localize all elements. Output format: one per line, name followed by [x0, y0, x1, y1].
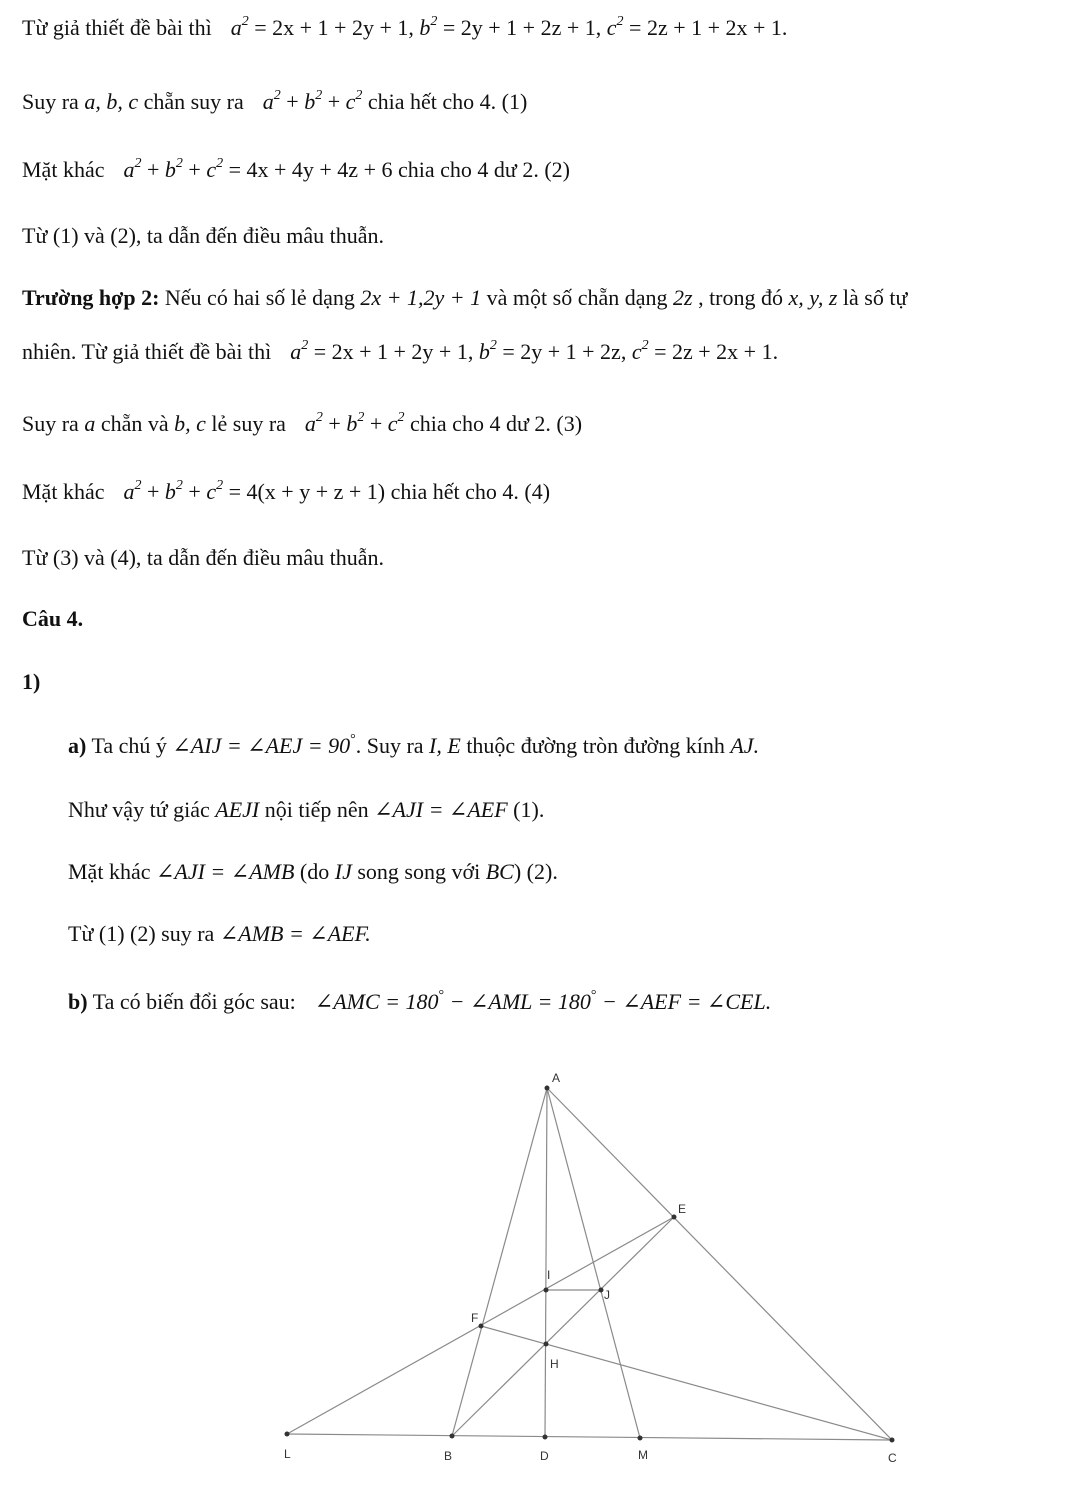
label-A: A	[552, 1071, 561, 1085]
segment-AB	[452, 1088, 547, 1436]
text: chia cho 4 dư 2. (2)	[397, 157, 570, 182]
label-F: F	[471, 1311, 479, 1325]
text: , trong đó	[698, 285, 784, 310]
equation: ∠AMC = 180° − ∠AML = 180° − ∠AEF = ∠CEL.	[314, 988, 772, 1014]
text: thuộc đường tròn đường kính	[466, 733, 725, 758]
equation: 2x + 1,2y + 1	[360, 285, 482, 310]
point-M	[638, 1436, 643, 1441]
equation: 2z	[673, 285, 693, 310]
text: Suy ra	[22, 89, 79, 114]
label-E: E	[678, 1202, 687, 1216]
part-heading: 1)	[22, 669, 41, 694]
point-H	[544, 1342, 549, 1347]
segment-BE	[452, 1217, 674, 1436]
equation: ∠AIJ = ∠AEJ = 90°	[172, 732, 356, 758]
point-L	[285, 1432, 290, 1437]
label-B: B	[444, 1449, 453, 1463]
point-E	[672, 1215, 677, 1220]
point-F	[479, 1324, 484, 1329]
text: chia hết cho 4. (1)	[367, 89, 528, 114]
variables: I, E	[429, 733, 461, 758]
text: chẵn suy ra	[143, 89, 244, 114]
equation: $a^2 + b^2 + c^2 = 4x + 4y + 4z + 6$	[123, 156, 393, 182]
variables: IJ	[334, 859, 352, 884]
segment-FC	[481, 1326, 892, 1440]
item-label: b)	[68, 989, 88, 1014]
text: . Suy ra	[355, 733, 424, 758]
text: Mặt khác	[22, 479, 105, 504]
text: nhiên. Từ giả thiết đề bài thì	[22, 339, 272, 364]
point-C	[890, 1438, 895, 1443]
text: Ta chú ý	[91, 733, 167, 758]
segment-AM	[547, 1088, 640, 1438]
text: Từ (1) và (2), ta dẫn đến điều mâu thuẫn.	[22, 223, 384, 248]
text: song song với	[357, 859, 481, 884]
text: chẵn và	[100, 411, 169, 436]
equation: ∠AJI = ∠AMB	[155, 859, 295, 884]
label-H: H	[550, 1357, 559, 1371]
point-A	[545, 1086, 550, 1091]
text: ) (2).	[513, 859, 558, 884]
text: Ta có biến đổi góc sau:	[92, 989, 296, 1014]
item-label: a)	[68, 733, 87, 758]
text: (do	[299, 859, 330, 884]
point-D	[543, 1435, 548, 1440]
variables: x, y, z	[788, 285, 838, 310]
equation: $a^2 + b^2 + c^2$	[304, 410, 405, 436]
text: nội tiếp nên	[264, 797, 369, 822]
segment-LC	[287, 1434, 892, 1440]
variables: BC	[485, 859, 514, 884]
question-heading: Câu 4.	[22, 606, 84, 631]
equation: $a^2 + b^2 + c^2$	[262, 88, 363, 114]
equation: ∠AMB = ∠AEF.	[219, 921, 371, 946]
text: Nếu có hai số lẻ dạng	[164, 285, 355, 310]
label-I: I	[547, 1268, 551, 1282]
label-J: J	[604, 1288, 610, 1302]
equation: $a^2 = 2x + 1 + 2y + 1$, $b^2 = 2y + 1 + 2z + 1$, $c^2 = 2z + 1 + 2x + 1$.	[230, 14, 788, 40]
text: lẻ suy ra	[211, 411, 286, 436]
text: (1).	[513, 797, 545, 822]
label-L: L	[284, 1447, 291, 1461]
text: Từ (1) (2) suy ra	[68, 921, 215, 946]
label-M: M	[638, 1448, 648, 1462]
equation: ∠AJI = ∠AEF	[374, 797, 508, 822]
variables: AJ.	[730, 733, 760, 758]
variables: b, c	[174, 411, 206, 436]
variables: a, b, c	[84, 89, 139, 114]
text: Từ (3) và (4), ta dẫn đến điều mâu thuẫn.	[22, 545, 384, 570]
segment-AC	[547, 1088, 892, 1440]
point-I	[544, 1288, 549, 1293]
text: và một số chẵn dạng	[486, 285, 668, 310]
variables: AEJI	[215, 797, 260, 822]
case-heading: Trường hợp 2:	[22, 285, 160, 310]
text: Mặt khác	[22, 157, 105, 182]
point-B	[450, 1434, 455, 1439]
text: Suy ra	[22, 411, 79, 436]
variable: a	[84, 411, 96, 436]
text: chia hết cho 4. (4)	[390, 479, 551, 504]
equation: $a^2 = 2x + 1 + 2y + 1$, $b^2 = 2y + 1 + 2z$, $c^2 = 2z + 2x + 1$.	[290, 338, 779, 364]
label-C: C	[888, 1451, 897, 1465]
text: là số tự	[842, 285, 908, 310]
text: Như vậy tứ giác	[68, 797, 210, 822]
text: Mặt khác	[68, 859, 151, 884]
label-D: D	[540, 1449, 549, 1463]
segment-AD	[545, 1088, 547, 1437]
text: Từ giả thiết đề bài thì	[22, 15, 212, 40]
point-J	[599, 1288, 604, 1293]
equation: $a^2 + b^2 + c^2 = 4(x + y + z + 1)$	[123, 478, 386, 504]
text: chia cho 4 dư 2. (3)	[410, 411, 583, 436]
